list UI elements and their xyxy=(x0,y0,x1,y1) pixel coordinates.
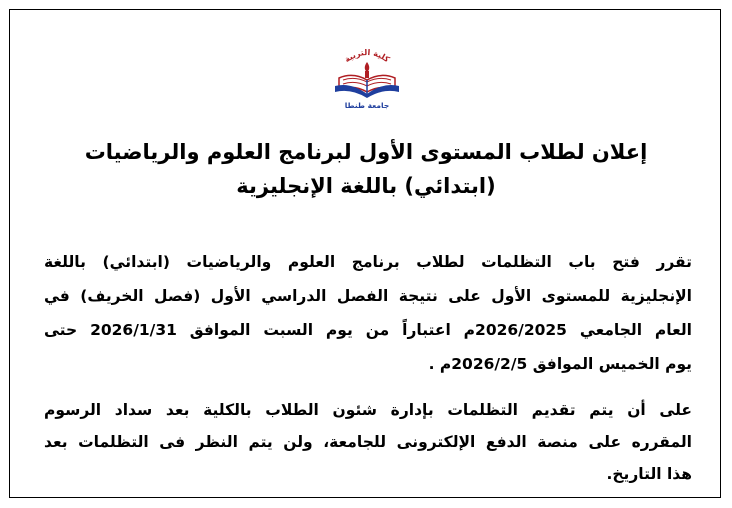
body-text-line: هذا التاريخ. xyxy=(606,465,692,483)
svg-text:كلية التربية: كلية التربية xyxy=(342,47,392,65)
body-text-line: الإنجليزية للمستوى الأول على نتيجة الفصل الدراسي الأول (فصل الخريف) في xyxy=(44,287,692,305)
body-text-line: العام الجامعي 2026/2025م اعتباراً من يوم السبت الموافق 2026/1/31 حتى xyxy=(44,321,692,339)
svg-text:جامعة طنطا: جامعة طنطا xyxy=(344,101,390,110)
announcement-title-line-2: (ابتدائي) باللغة الإنجليزية xyxy=(236,174,496,198)
body-text-line: تقرر فتح باب التظلمات لطلاب برنامج العلوم والرياضيات (ابتدائي) باللغة xyxy=(44,253,692,271)
body-text-line: يوم الخميس الموافق 2026/2/5م . xyxy=(428,355,692,373)
body-text-line: على أن يتم تقديم التظلمات بإدارة شئون الطلاب بالكلية بعد سداد الرسوم xyxy=(44,401,692,419)
faculty-logo xyxy=(331,44,403,110)
announcement-title-line-1: إعلان لطلاب المستوى الأول لبرنامج العلوم والرياضيات xyxy=(84,140,648,164)
body-text-line: المقرره على منصة الدفع الإلكترونى للجامعة، ولن يتم النظر فى التظلمات بعد xyxy=(44,433,692,451)
